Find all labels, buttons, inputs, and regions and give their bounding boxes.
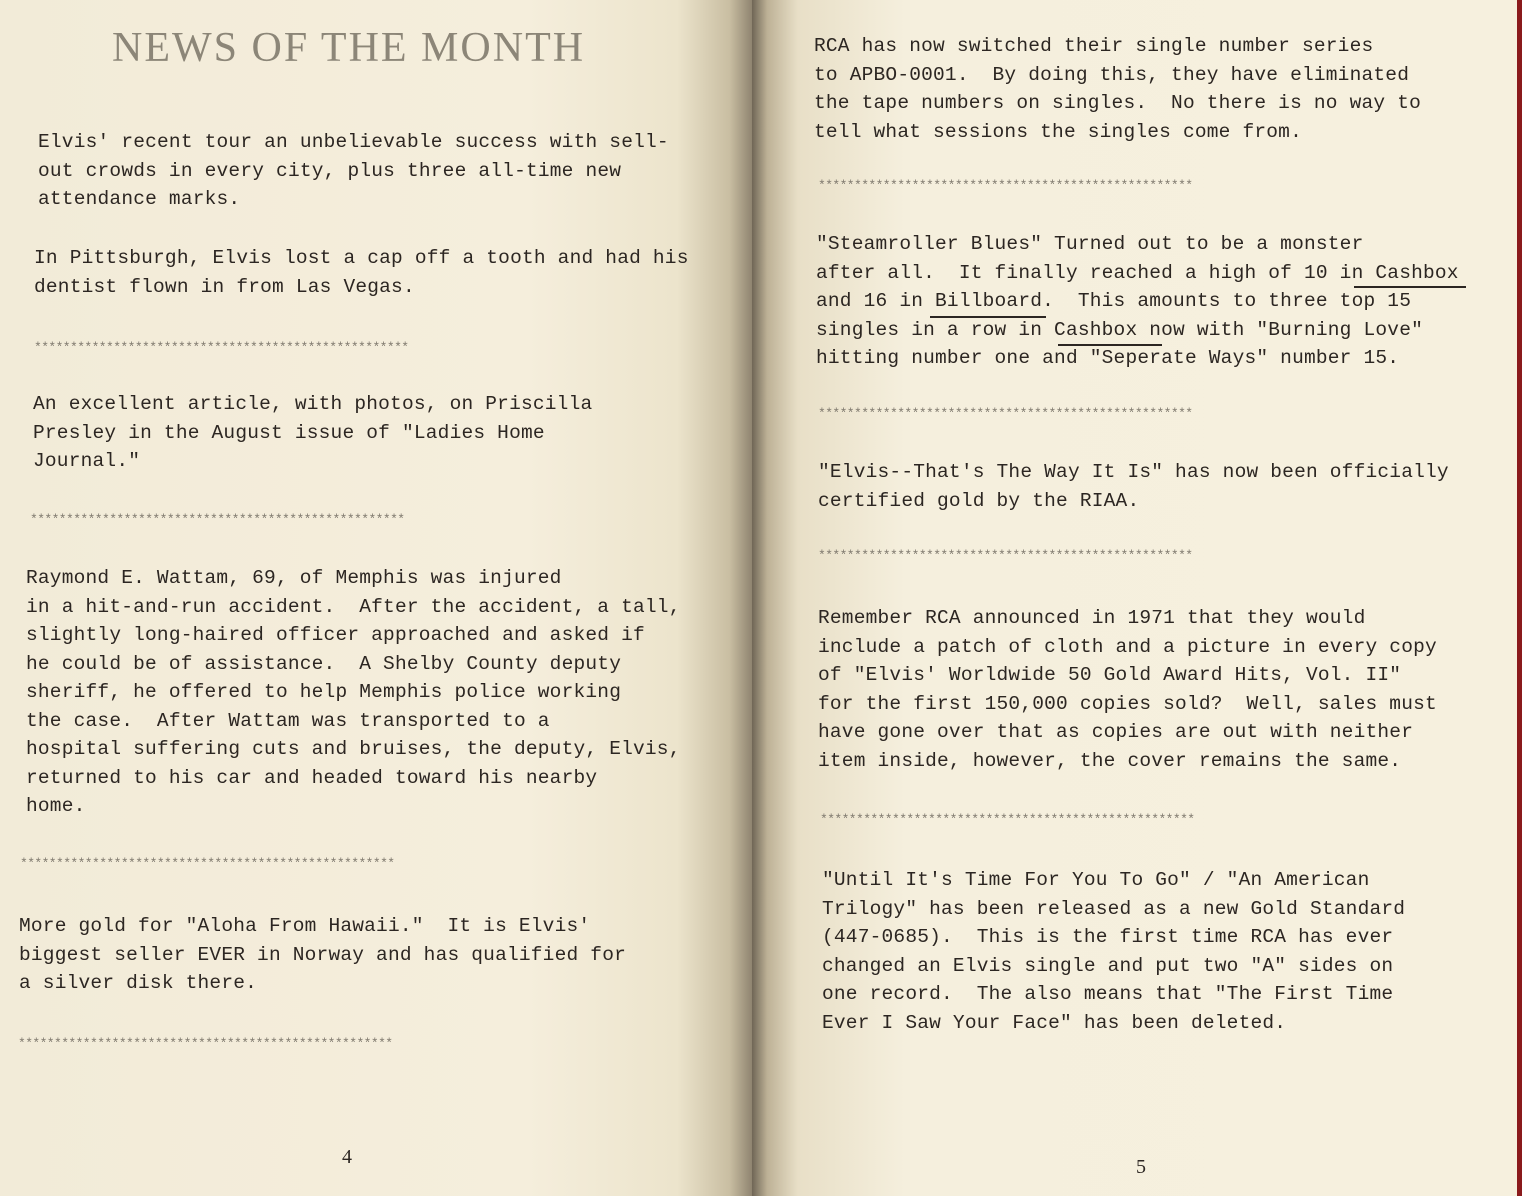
separator: **************************************************** xyxy=(30,512,405,527)
separator: **************************************************** xyxy=(34,340,409,355)
page-number: 4 xyxy=(342,1146,352,1168)
separator: **************************************************** xyxy=(818,548,1193,563)
underline-billboard xyxy=(930,316,1046,318)
news-item-worldwide: Remember RCA announced in 1971 that they would include a patch of cloth and a picture in every copy of "Elvis' Worldwide 50 Gold Award Hits, Vol. II" for the first 150,000 copies sold? Well, sales must have gone over that as copies are out with neither item inside, however, the cover remains the same. xyxy=(818,607,1437,772)
news-item-priscilla: An excellent article, with photos, on Priscilla Presley in the August issue of "Ladies Home Journal." xyxy=(33,393,593,472)
page-number: 5 xyxy=(1136,1156,1146,1178)
separator: **************************************************** xyxy=(818,178,1193,193)
underline-cashbox xyxy=(1354,286,1466,288)
news-item-aloha: More gold for "Aloha From Hawaii." It is Elvis' biggest seller EVER in Norway and has qualified for a silver disk there. xyxy=(19,915,626,994)
left-page xyxy=(0,0,752,1196)
news-item-tour: Elvis' recent tour an unbelievable success with sell- out crowds in every city, plus three all-time new attendance marks. xyxy=(38,131,669,210)
separator: **************************************************** xyxy=(18,1036,393,1051)
news-item-gold-standard: "Until It's Time For You To Go" / "An American Trilogy" has been released as a new Gold Standard (447-0685). This is the first time RCA has ever changed an Elvis single and put two "A" sides on one record. The also means that "The First Time Ever I Saw Your Face" has been deleted. xyxy=(822,869,1406,1034)
news-item-pittsburgh: In Pittsburgh, Elvis lost a cap off a tooth and had his dentist flown in from Las Vegas. xyxy=(34,247,689,298)
news-item-gold-cert: "Elvis--That's The Way It Is" has now been officially certified gold by the RIAA. xyxy=(818,461,1449,512)
separator: **************************************************** xyxy=(20,856,395,871)
separator: **************************************************** xyxy=(820,812,1195,827)
right-page xyxy=(752,0,1517,1196)
underline-cashbox xyxy=(1058,344,1162,346)
separator: **************************************************** xyxy=(818,406,1193,421)
news-item-wattam: Raymond E. Wattam, 69, of Memphis was injured in a hit-and-run accident. After the accident, a tall, slightly long-haired officer approached and asked if he could be of assistance. A Shelby County deputy sheriff, he offered to help Memphis police working the case. After Wattam was transported to a hospital suffering cuts and bruises, the deputy, Elvis, returned to his car and headed toward his nearby home. xyxy=(26,567,681,817)
page-title: NEWS OF THE MONTH xyxy=(112,25,586,71)
news-item-rca-numbers: RCA has now switched their single number series to APBO-0001. By doing this, they have eliminated the tape numbers on singles. No there is no way to tell what sessions the singles come from. xyxy=(814,35,1421,143)
news-item-steamroller: "Steamroller Blues" Turned out to be a monster after all. It finally reached a high of 10 in Cashbox and 16 in Billboard. This amounts to three top 15 singles in a row in Cashbox now with "Burning Love" hitting number one and "Seperate Ways" number 15. xyxy=(816,233,1459,369)
